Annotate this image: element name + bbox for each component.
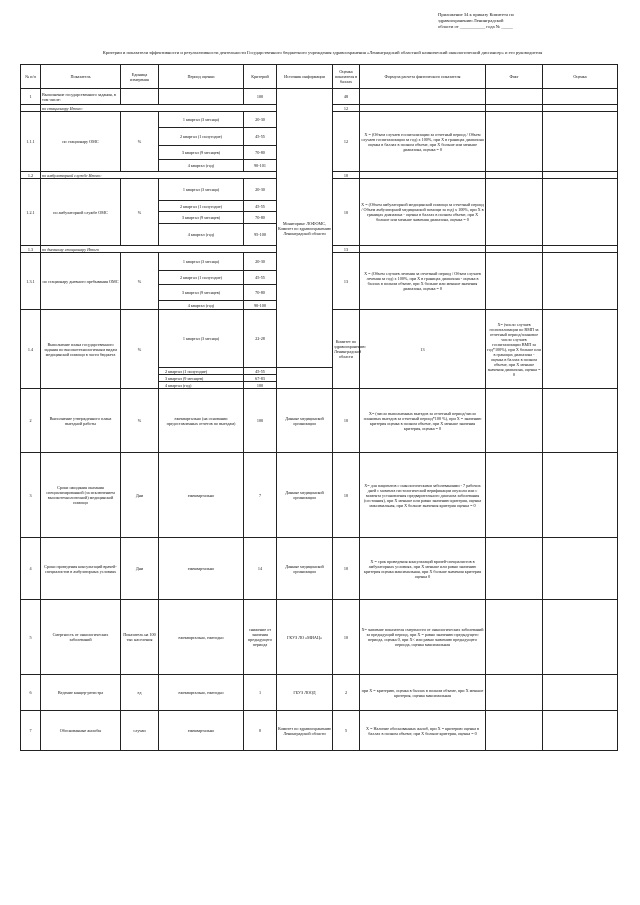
cell-criterion: 1 — [244, 675, 277, 711]
cell-period: 2 квартал (1 полугодие) — [159, 201, 244, 212]
cell-period: 2 квартал (1 полугодие) — [159, 368, 244, 375]
cell-evaluation — [543, 711, 618, 751]
cell-num: 1.3 — [21, 246, 41, 253]
cell-criterion: снижение от значения предыдущего периода — [244, 600, 277, 675]
cell-criterion: 70-80 — [244, 212, 277, 224]
cell-formula — [360, 105, 486, 112]
cell-unit: % — [121, 112, 159, 172]
cell-score: 12 — [333, 105, 360, 112]
col-fact: Факт — [486, 65, 543, 89]
cell-period: ежеквартально, ежегодно — [159, 675, 244, 711]
cell-criterion: 20-30 — [244, 112, 277, 128]
cell-num: 2 — [21, 389, 41, 453]
cell-criterion: 90-101 — [244, 160, 277, 172]
cell-formula: при X = критерию, оценка в баллах в полном объеме, при X меньше критерия, оценка максимальная — [360, 675, 486, 711]
cell-score: 13 — [333, 253, 360, 310]
cell-source: ГКУЗ ЛО «МИАЦ» — [277, 600, 333, 675]
col-indicator: Показатель — [41, 65, 121, 89]
cell-period: 3 квартал (9 месяцев) — [159, 285, 244, 301]
cell-indicator: по амбулаторной службе Итого: — [41, 172, 277, 179]
table-row — [21, 389, 618, 453]
cell-period: 4 квартал (год) — [159, 382, 244, 389]
cell-num: 1.2 — [21, 172, 41, 179]
table-row — [21, 675, 618, 711]
cell-num: 5 — [21, 600, 41, 675]
cell-period: ежеквартально (на основании предоставленных отчетов по выездам) — [159, 389, 244, 453]
cell-unit: ед — [121, 675, 159, 711]
cell-criterion: 45-55 — [244, 128, 277, 146]
header-line-2: здравоохранению Ленинградской — [438, 18, 504, 24]
cell-unit: Показатель на 100 тыс населения — [121, 600, 159, 675]
cell-num: 1.3.1 — [21, 253, 41, 310]
header-line-1: Приложение 34 к приказу Комитета по — [438, 12, 514, 17]
cell-fact — [486, 538, 543, 600]
cell-num: 4 — [21, 538, 41, 600]
col-score: Оценка показателя в баллах — [333, 65, 360, 89]
table-header-row — [21, 65, 618, 89]
cell-indicator: Ведение канцер-регистра — [41, 675, 121, 711]
cell-period: 4 квартал (год) — [159, 301, 244, 310]
cell-indicator: Смертность от онкологических заболеваний — [41, 600, 121, 675]
cell-score: 10 — [333, 600, 360, 675]
cell-criterion: 100 — [244, 389, 277, 453]
cell-indicator: Сроки проведения консультаций врачей-специалистов в амбулаторных условиях — [41, 538, 121, 600]
cell-evaluation — [543, 453, 618, 538]
cell-criterion: 45-55 — [244, 271, 277, 285]
cell-criterion: 100 — [244, 382, 277, 389]
cell-evaluation — [543, 253, 618, 310]
cell-indicator: Выполнение утвержденного плана выездной работы — [41, 389, 121, 453]
cell-period: 4 квартал (год) — [159, 160, 244, 172]
cell-score: 5 — [333, 711, 360, 751]
cell-num: 3 — [21, 453, 41, 538]
cell-score: 10 — [333, 453, 360, 538]
cell-period: 2 квартал (1 полугодие) — [159, 271, 244, 285]
document-header — [438, 12, 588, 31]
cell-fact — [486, 105, 543, 112]
cell-evaluation — [543, 389, 618, 453]
cell-evaluation — [543, 179, 618, 246]
cell-unit: % — [121, 179, 159, 246]
cell-indicator: по стационару ОМС — [41, 112, 121, 172]
cell-source: ГБУЗ ЛООД — [277, 675, 333, 711]
cell-indicator: по дневному стационару Итого — [41, 246, 277, 253]
col-evaluation: Оценка — [543, 65, 618, 89]
cell-evaluation — [543, 172, 618, 179]
cell-formula: X= значение показателя смертности от онкологических заболеваний за предыдущий период, при X = равно значению предыдущего периода, оценка 0, при X< или равно значению предыдущего периода, оценка максимальная — [360, 600, 486, 675]
cell-evaluation — [543, 112, 618, 172]
cell-period: 1 квартал (3 месяца) — [159, 112, 244, 128]
cell-unit: % — [121, 310, 159, 389]
cell-indicator: Выполнение плана государственного задания по высокотехнологичным видам медицинской помощи в части бюджета — [41, 310, 121, 389]
col-unit: Единица измерения — [121, 65, 159, 89]
cell-criterion: 20-30 — [244, 253, 277, 271]
cell-num: 1.4 — [21, 310, 41, 389]
cell-num: 1 — [21, 89, 41, 105]
cell-unit: % — [121, 253, 159, 310]
cell-source: Данные медицинской организации — [277, 538, 333, 600]
cell-period: ежеквартально, ежегодно — [159, 600, 244, 675]
cell-source: Мониторинг ЛОФОМС, Комитет по здравоохранению Ленинградской области — [277, 89, 333, 368]
cell-evaluation — [543, 675, 618, 711]
cell-formula: X = (Объем случаев лечения за отчетный период / Объем случаев лечения за год) х 100%, при X в границах диапазона - оценка в баллах в полном объеме, при X больше или меньше значения диапазона, оценка = 0 — [360, 253, 486, 310]
cell-source: Комитет по здравоохранению Ленинградской области — [333, 310, 360, 389]
cell-evaluation — [543, 246, 618, 253]
cell-evaluation — [543, 105, 618, 112]
cell-source: Комитет по здравоохранению Ленинградской области — [277, 711, 333, 751]
cell-formula — [360, 246, 486, 253]
cell-score: 12 — [333, 112, 360, 172]
cell-score: 2 — [333, 675, 360, 711]
cell-evaluation — [543, 89, 618, 105]
cell-evaluation — [543, 538, 618, 600]
cell-indicator: Обоснованные жалобы — [41, 711, 121, 751]
cell-num: 1.2.1 — [21, 179, 41, 246]
cell-criterion: 20-30 — [244, 179, 277, 201]
col-criterion: Критерий — [244, 65, 277, 89]
cell-indicator: по стационару дневного пребывания ОМС — [41, 253, 121, 310]
cell-score: 10 — [333, 172, 360, 179]
cell-num — [21, 105, 41, 112]
cell-formula: X= для пациентов с онкологическими заболеваниями - 7 рабочих дней с момента гистологической верификации опухоли или с момента установления предварительного диагноза заболевания (состояния), при X меньше или равно значению критерия, оценка максимальная, при X больше значения критерия оценка = 0 — [360, 453, 486, 538]
cell-unit: % — [121, 389, 159, 453]
cell-period: 3 квартал (9 месяцев) — [159, 375, 244, 382]
cell-formula — [360, 89, 486, 105]
cell-period: 4 квартал (год) — [159, 224, 244, 246]
cell-indicator: по амбулаторной службе ОМС — [41, 179, 121, 246]
col-formula: Формула расчета фактического показателя — [360, 65, 486, 89]
cell-unit: Дни — [121, 453, 159, 538]
cell-fact — [486, 172, 543, 179]
cell-num: 1.1.1 — [21, 112, 41, 172]
cell-formula: X = срок проведения консультаций врачей-специалистов в амбулаторных условиях, при X меньше или равно значению критерия оценка максимальная, при X больше значения критерия оценка 0 — [360, 538, 486, 600]
cell-indicator: по стационару Итого: — [41, 105, 277, 112]
cell-period: 3 квартал (9 месяцев) — [159, 212, 244, 224]
cell-score: 13 — [360, 310, 486, 389]
cell-fact — [486, 453, 543, 538]
cell-formula: X = (Объем случаев госпитализации за отчетный период / Объем случаев госпитализации за год) х 100%, при X в границах диапазона оценка в баллах в полном объеме, при X больше или меньше диапазона, оценка = 0 — [360, 112, 486, 172]
cell-formula: X= (число выполненных выездов за отчетный период/число плановых выездов за отчетный период*100 %), при X = значению критерия оценка в полном объеме, при X меньше значения критерия, оценка = 0 — [360, 389, 486, 453]
cell-fact — [486, 89, 543, 105]
table-row — [21, 600, 618, 675]
cell-evaluation — [543, 600, 618, 675]
cell-num: 6 — [21, 675, 41, 711]
cell-criterion: 70-80 — [244, 285, 277, 301]
cell-fact — [486, 675, 543, 711]
cell-fact — [486, 253, 543, 310]
cell-fact — [486, 600, 543, 675]
cell-period: 1 квартал (3 месяца) — [159, 179, 244, 201]
cell-period: ежеквартально — [159, 538, 244, 600]
cell-fact — [486, 711, 543, 751]
cell-score: 13 — [333, 246, 360, 253]
cell-indicator: Выполнение государственного задания, в том числе: — [41, 89, 121, 105]
cell-formula: X = (Объем амбулаторной медицинской помощи за отчетный период / Объем амбулаторной медицинской помощи за год) х 100%, при X в границах диапазона - оценка в баллах в полном объеме, при X больше или меньше значения диапазона, оценка = 0 — [360, 179, 486, 246]
table-row — [21, 89, 618, 105]
cell-num: 7 — [21, 711, 41, 751]
cell-fact — [543, 310, 618, 389]
header-line-3: области от ___________ года № _____ — [438, 24, 513, 30]
cell-source: Данные медицинской организации — [277, 453, 333, 538]
cell-criterion: 70-80 — [244, 146, 277, 160]
cell-formula — [360, 172, 486, 179]
cell-criterion: 45-55 — [244, 201, 277, 212]
cell-score: 10 — [333, 179, 360, 246]
cell-criterion: 22-28 — [244, 310, 277, 368]
cell-period: ежеквартально — [159, 711, 244, 751]
cell-period: ежеквартально — [159, 453, 244, 538]
document-title: Критерии и показатели эффективности и результативности деятельности Государственного бюджетного учреждения здравоохранения «Ленинградский областной клинический онкологический диспансер» и его руководителя — [102, 50, 543, 55]
cell-criterion: 14 — [244, 538, 277, 600]
cell-formula: X= (число случаев госпитализации по ВМП за отчетный период/плановое число случаев госпитализации ВМП за год*100%), при X больше или в границах диапазона - оценка в баллах в полном объеме, при X меньше значения диапазона, оценка = 0 — [486, 310, 543, 389]
cell-fact — [486, 389, 543, 453]
cell-period: 1 квартал (3 месяца) — [159, 253, 244, 271]
cell-fact — [486, 112, 543, 172]
criteria-table — [20, 64, 618, 751]
cell-unit: случаи — [121, 711, 159, 751]
col-source: Источник информации — [277, 65, 333, 89]
cell-formula: X = Наличие обоснованных жалоб, при X = критерию оценка в баллах в полном объеме, при X больше критерия, оценка = 0 — [360, 711, 486, 751]
cell-fact — [486, 179, 543, 246]
table-row — [21, 453, 618, 538]
cell-unit: Дни — [121, 538, 159, 600]
cell-period: 1 квартал (3 месяца) — [159, 310, 244, 368]
cell-score: 10 — [333, 538, 360, 600]
cell-period: 3 квартал (9 месяцев) — [159, 146, 244, 160]
cell-criterion: 7 — [244, 453, 277, 538]
cell-criterion: 45-55 — [244, 368, 277, 375]
table-row — [21, 711, 618, 751]
cell-criterion: 67-83 — [244, 375, 277, 382]
cell-criterion: 0 — [244, 711, 277, 751]
col-num: № п/п — [21, 65, 41, 89]
cell-criterion: 100 — [244, 89, 277, 105]
cell-period — [159, 89, 244, 105]
cell-criterion: 95-100 — [244, 224, 277, 246]
cell-score: 10 — [333, 389, 360, 453]
col-period: Период оценки — [159, 65, 244, 89]
cell-unit — [121, 89, 159, 105]
cell-criterion: 90-100 — [244, 301, 277, 310]
cell-indicator: Сроки ожидания оказания специализированной (за исключением высокотехнологичной) медицинской помощи — [41, 453, 121, 538]
cell-fact — [486, 246, 543, 253]
cell-source: Данные медицинской организации — [277, 389, 333, 453]
cell-score: 48 — [333, 89, 360, 105]
cell-period: 2 квартал (1 полугодие) — [159, 128, 244, 146]
table-row — [21, 538, 618, 600]
